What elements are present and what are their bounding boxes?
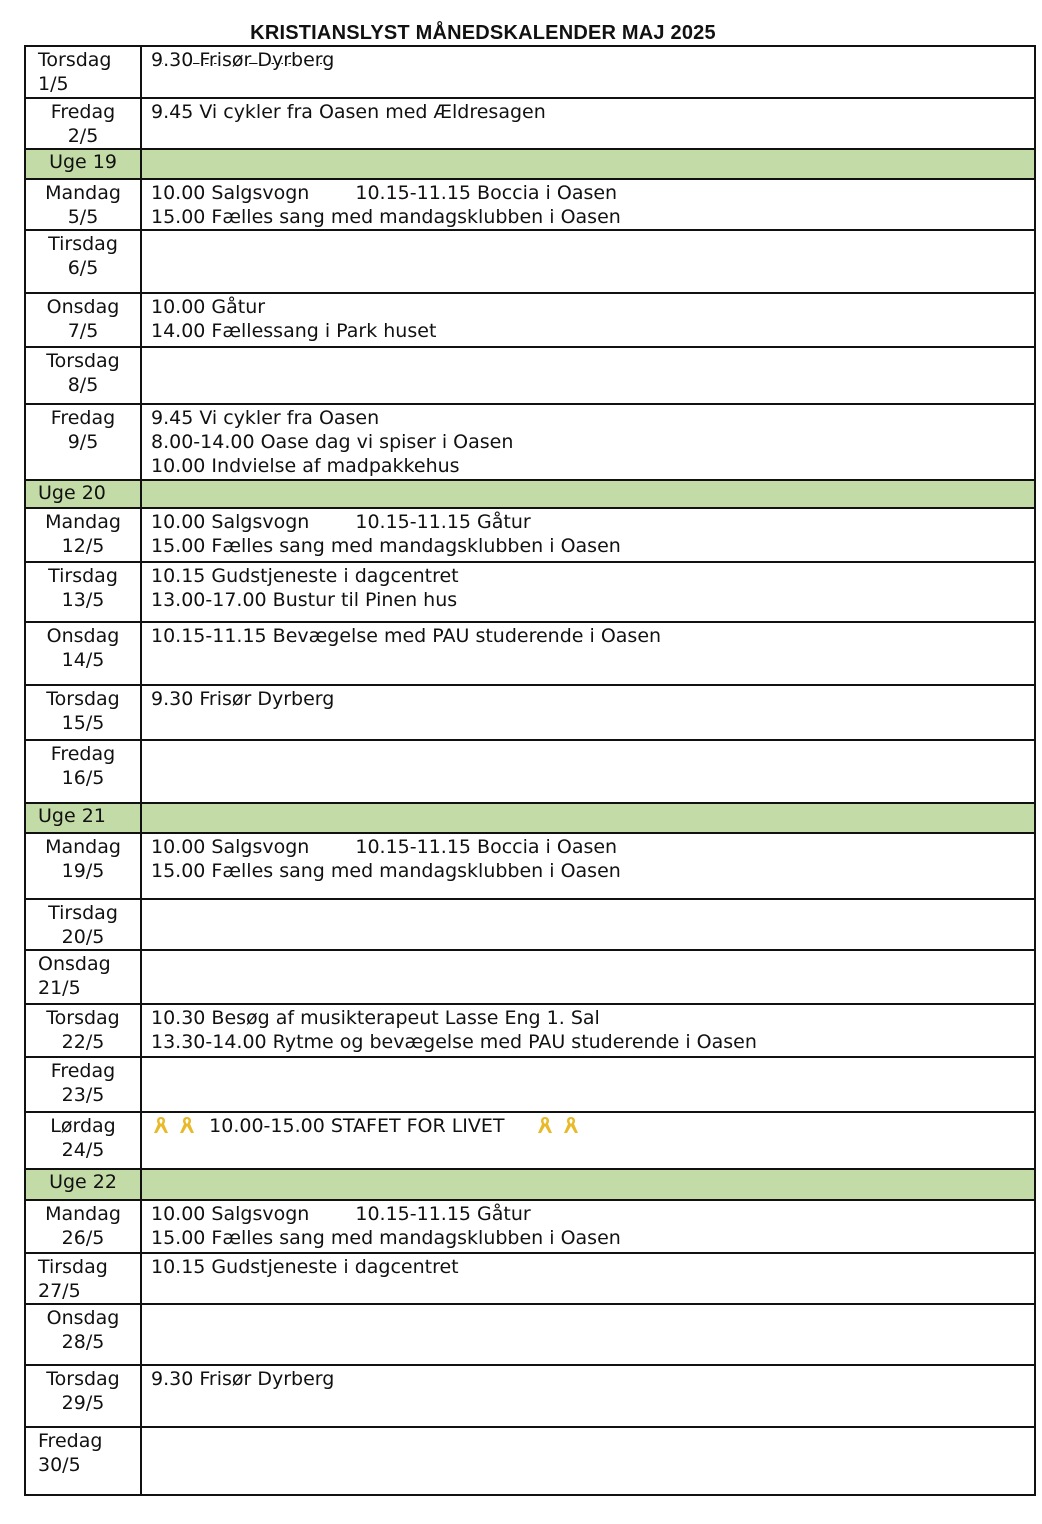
day-cell	[25, 1253, 141, 1304]
event-line	[151, 1255, 1034, 1279]
event-text: 10.30 Besøg af musikterapeut Lasse Eng 1. Sal	[151, 1007, 600, 1029]
event-text: 9.30 Frisør Dyrberg	[151, 1368, 335, 1390]
day-date: 30/5	[38, 1454, 81, 1476]
day-row	[25, 404, 1035, 480]
week-number: Uge 22	[49, 1171, 117, 1193]
events-cell	[141, 622, 1035, 685]
day-row	[25, 46, 1035, 98]
day-name: Torsdag	[46, 688, 120, 710]
day-row	[25, 98, 1035, 149]
day-date: 27/5	[38, 1280, 81, 1302]
events-cell	[141, 1253, 1035, 1304]
event-line	[151, 205, 1034, 229]
events-cell	[141, 404, 1035, 480]
week-row	[25, 1169, 1035, 1200]
page-title: KRISTIANSLYST MÅNEDSKALENDER MAJ 2025	[250, 22, 716, 44]
events-cell	[141, 1200, 1035, 1253]
event-line	[151, 564, 1034, 588]
event-line	[151, 100, 1034, 124]
week-number: Uge 20	[38, 482, 106, 504]
events-cell	[141, 98, 1035, 149]
event-text: 10.15-11.15 Boccia i Oasen	[355, 182, 618, 204]
event-text: 9.30 Frisør Dyrberg	[151, 688, 335, 710]
day-date: 7/5	[67, 320, 99, 342]
day-row	[25, 622, 1035, 685]
day-date: 8/5	[67, 374, 99, 396]
day-name: Fredag	[50, 743, 116, 765]
day-date: 1/5	[38, 73, 69, 95]
week-label	[25, 480, 141, 508]
event-text: 15.00 Fælles sang med mandagsklubben i Oasen	[151, 535, 621, 557]
events-cell	[141, 740, 1035, 803]
event-text: 10.15-11.15 Gåtur	[355, 1203, 531, 1225]
event-text: 13.00-17.00 Bustur til Pinen hus	[151, 589, 458, 611]
day-name: Torsdag	[46, 350, 120, 372]
event-line	[151, 534, 1034, 558]
day-row	[25, 833, 1035, 899]
day-row	[25, 230, 1035, 293]
week-band	[141, 480, 1035, 508]
day-name: Onsdag	[46, 296, 120, 318]
events-cell	[141, 347, 1035, 404]
events-cell	[141, 1427, 1035, 1495]
event-text: 15.00 Fælles sang med mandagsklubben i Oasen	[151, 206, 621, 228]
event-line	[151, 835, 1034, 859]
day-row	[25, 508, 1035, 562]
event-text: 10.15-11.15 Boccia i Oasen	[355, 836, 618, 858]
events-cell	[141, 293, 1035, 347]
event-text: 10.00 Salgsvogn	[151, 836, 310, 858]
day-row	[25, 293, 1035, 347]
ribbon-icon	[177, 1115, 197, 1135]
day-date: 21/5	[38, 977, 81, 999]
event-line	[151, 1030, 1034, 1054]
day-cell	[25, 230, 141, 293]
event-line	[151, 406, 1034, 430]
day-cell	[25, 1057, 141, 1112]
event-text: 10.15 Gudstjeneste i dagcentret	[151, 565, 459, 587]
week-row	[25, 803, 1035, 833]
day-cell	[25, 293, 141, 347]
events-cell	[141, 899, 1035, 950]
day-name: Lørdag	[50, 1115, 116, 1137]
day-cell	[25, 404, 141, 480]
day-cell	[25, 899, 141, 950]
day-row	[25, 1304, 1035, 1365]
event-line	[151, 1114, 1034, 1138]
day-date: 22/5	[61, 1031, 105, 1053]
event-text: 9.30 Frisør Dyrberg	[151, 49, 335, 71]
week-row	[25, 149, 1035, 179]
day-date: 16/5	[61, 767, 105, 789]
day-date: 9/5	[67, 431, 99, 453]
day-date: 6/5	[67, 257, 99, 279]
events-cell	[141, 950, 1035, 1004]
day-name: Mandag	[45, 511, 121, 533]
day-row	[25, 1004, 1035, 1057]
ribbon-icon	[561, 1115, 581, 1135]
week-band	[141, 1169, 1035, 1200]
event-text: 9.45 Vi cykler fra Oasen	[151, 407, 380, 429]
event-line	[151, 181, 1034, 205]
day-name: Tirsdag	[48, 565, 118, 587]
day-name: Mandag	[45, 836, 121, 858]
day-date: 13/5	[61, 589, 105, 611]
day-name: Mandag	[45, 182, 121, 204]
week-label	[25, 1169, 141, 1200]
day-name: Tirsdag	[48, 233, 118, 255]
event-line	[151, 624, 1034, 648]
week-row	[25, 480, 1035, 508]
day-name: Torsdag	[46, 1368, 120, 1390]
day-name: Mandag	[45, 1203, 121, 1225]
day-cell	[25, 1200, 141, 1253]
day-name: Fredag	[50, 1060, 116, 1082]
day-name: Onsdag	[46, 1307, 120, 1329]
day-cell	[25, 1365, 141, 1427]
event-text: 10.15-11.15 Bevægelse med PAU studerende i Oasen	[151, 625, 662, 647]
day-cell	[25, 950, 141, 1004]
day-row	[25, 1253, 1035, 1304]
event-text: 8.00-14.00 Oase dag vi spiser i Oasen	[151, 431, 514, 453]
event-line	[151, 1226, 1034, 1250]
day-date: 24/5	[61, 1139, 105, 1161]
day-row	[25, 1112, 1035, 1169]
events-cell	[141, 833, 1035, 899]
event-text: 10.15 Gudstjeneste i dagcentret	[151, 1256, 459, 1278]
day-name: Onsdag	[38, 953, 111, 975]
event-line	[151, 1006, 1034, 1030]
event-text: 10.00 Gåtur	[151, 296, 266, 318]
day-name: Fredag	[38, 1430, 103, 1452]
event-line	[151, 319, 1034, 343]
event-text: 15.00 Fælles sang med mandagsklubben i Oasen	[151, 1227, 621, 1249]
event-line	[151, 48, 1034, 72]
day-row	[25, 1427, 1035, 1495]
day-row	[25, 1365, 1035, 1427]
event-text: 10.00 Salgsvogn	[151, 182, 310, 204]
week-number: Uge 19	[49, 151, 117, 173]
day-date: 5/5	[67, 206, 99, 228]
day-cell	[25, 622, 141, 685]
day-name: Torsdag	[46, 1007, 120, 1029]
day-cell	[25, 1004, 141, 1057]
event-line	[151, 295, 1034, 319]
day-date: 19/5	[61, 860, 105, 882]
day-date: 15/5	[61, 712, 105, 734]
day-row	[25, 899, 1035, 950]
day-name: Tirsdag	[48, 902, 118, 924]
day-name: Fredag	[50, 407, 116, 429]
event-line	[151, 687, 1034, 711]
week-label	[25, 149, 141, 179]
events-cell	[141, 179, 1035, 230]
day-cell	[25, 98, 141, 149]
event-text: 10.00 Indvielse af madpakkehus	[151, 455, 460, 477]
event-text: 10.15-11.15 Gåtur	[355, 511, 531, 533]
event-text: 14.00 Fællessang i Park huset	[151, 320, 437, 342]
day-date: 28/5	[61, 1331, 105, 1353]
day-date: 23/5	[61, 1084, 105, 1106]
day-name: Onsdag	[46, 625, 120, 647]
event-text: 10.00 Salgsvogn	[151, 1203, 310, 1225]
events-cell	[141, 1304, 1035, 1365]
day-date: 2/5	[67, 125, 99, 147]
day-date: 14/5	[61, 649, 105, 671]
day-name: Fredag	[50, 101, 116, 123]
day-row	[25, 1057, 1035, 1112]
event-line	[151, 430, 1034, 454]
day-row	[25, 179, 1035, 230]
event-line	[151, 1202, 1034, 1226]
events-cell	[141, 1057, 1035, 1112]
day-date: 26/5	[61, 1227, 105, 1249]
day-cell	[25, 562, 141, 622]
day-name: Torsdag	[38, 49, 112, 71]
calendar-table	[24, 45, 1036, 1496]
events-cell	[141, 562, 1035, 622]
event-text: 13.30-14.00 Rytme og bevægelse med PAU studerende i Oasen	[151, 1031, 757, 1053]
event-line	[151, 588, 1034, 612]
event-text: 10.00-15.00 STAFET FOR LIVET	[209, 1115, 505, 1137]
day-row	[25, 685, 1035, 740]
events-cell	[141, 508, 1035, 562]
week-label	[25, 803, 141, 833]
events-cell	[141, 230, 1035, 293]
event-text: 15.00 Fælles sang med mandagsklubben i Oasen	[151, 860, 621, 882]
day-date: 12/5	[61, 535, 105, 557]
day-cell	[25, 179, 141, 230]
day-row	[25, 562, 1035, 622]
day-cell	[25, 740, 141, 803]
event-line	[151, 454, 1034, 478]
day-date: 29/5	[61, 1392, 105, 1414]
day-cell	[25, 1427, 141, 1495]
week-number: Uge 21	[38, 805, 106, 827]
event-line	[151, 859, 1034, 883]
event-text: 9.45 Vi cykler fra Oasen med Ældresagen	[151, 101, 546, 123]
day-row	[25, 347, 1035, 404]
events-cell	[141, 1365, 1035, 1427]
event-line	[151, 1367, 1034, 1391]
day-row	[25, 1200, 1035, 1253]
events-cell	[141, 685, 1035, 740]
events-cell	[141, 1112, 1035, 1169]
ribbon-icon	[535, 1115, 555, 1135]
day-name: Tirsdag	[38, 1256, 108, 1278]
event-text: 10.00 Salgsvogn	[151, 511, 310, 533]
day-cell	[25, 685, 141, 740]
day-date: 20/5	[61, 926, 105, 948]
ribbon-icon	[151, 1115, 171, 1135]
day-cell	[25, 1304, 141, 1365]
day-row	[25, 950, 1035, 1004]
day-cell	[25, 508, 141, 562]
events-cell	[141, 1004, 1035, 1057]
week-band	[141, 149, 1035, 179]
day-cell	[25, 833, 141, 899]
day-cell	[25, 46, 141, 98]
week-band	[141, 803, 1035, 833]
events-cell	[141, 46, 1035, 98]
event-line	[151, 510, 1034, 534]
day-row	[25, 740, 1035, 803]
day-cell	[25, 347, 141, 404]
day-cell	[25, 1112, 141, 1169]
